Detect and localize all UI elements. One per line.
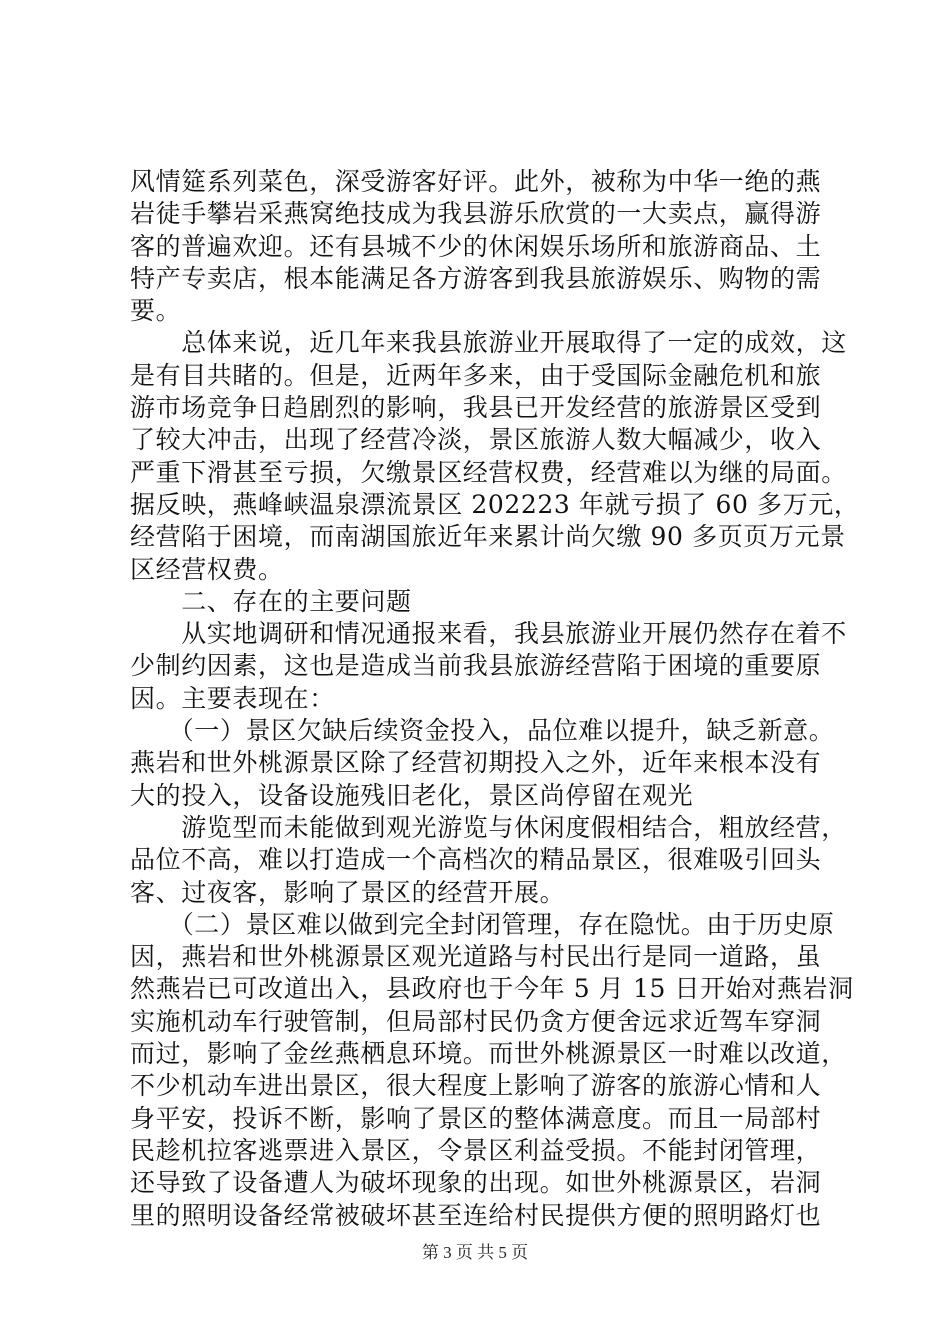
- text-line: 据反映，燕峰峡温泉漂流景区 202223 年就亏损了 60 多万元，: [130, 489, 860, 519]
- text-line: 特产专卖店，根本能满足各方游客到我县旅游娱乐、购物的需: [130, 263, 822, 293]
- text-line: 游市场竞争日趋剧烈的影响，我县已开发经营的旅游景区受到: [130, 393, 822, 423]
- text-line: 客、过夜客，影响了景区的经营开展。: [130, 877, 566, 907]
- text-line: 然燕岩已可改道出入，县政府也于今年 5 月 15 日开始对燕岩洞: [130, 974, 854, 1004]
- text-line: 风情筵系列菜色，深受游客好评。此外，被称为中华一绝的燕: [130, 167, 822, 196]
- text-line: 要。: [130, 296, 182, 326]
- text-line: 因，燕岩和世外桃源景区观光道路与村民出行是同一道路，虽: [130, 942, 822, 972]
- text-line: 经营陷于困境，而南湖国旅近年来累计尚欠缴 90 多页页万元景: [130, 522, 846, 552]
- text-line: 游览型而未能做到观光游览与休闲度假相结合，粗放经营，: [130, 812, 847, 842]
- text-line: 实施机动车行驶管制，但局部村民仍贪方便舍远求近驾车穿洞: [130, 1006, 822, 1036]
- text-line: 因。主要表现在：: [130, 683, 335, 713]
- text-line: 客的普遍欢迎。还有县城不少的休闲娱乐场所和旅游商品、土: [130, 231, 822, 261]
- text-line: 而过，影响了金丝燕栖息环境。而世外桃源景区一时难以改道，: [130, 1039, 847, 1069]
- text-line: 品位不高，难以打造成一个高档次的精品景区，很难吸引回头: [130, 845, 822, 875]
- text-line: 里的照明设备经常被破坏甚至连给村民提供方便的照明路灯也: [130, 1200, 822, 1230]
- text-line: 岩徒手攀岩采燕窝绝技成为我县游乐欣赏的一大卖点，赢得游: [130, 199, 822, 229]
- page-footer: 第 3 页 共 5 页: [421, 1243, 529, 1262]
- text-line: （二）景区难以做到完全封闭管理，存在隐忧。由于历史原: [130, 909, 835, 939]
- text-line: 了较大冲击，出现了经营冷淡，景区旅游人数大幅减少，收入: [130, 425, 822, 455]
- text-line: 还导致了设备遭人为破坏现象的出现。如世外桃源景区，岩洞: [130, 1168, 822, 1198]
- body-text: [130, 166, 860, 1232]
- text-line: 从实地调研和情况通报来看，我县旅游业开展仍然存在着不: [130, 619, 847, 649]
- text-line: 不少机动车进出景区，很大程度上影响了游客的旅游心情和人: [130, 1071, 822, 1101]
- text-line: 二、存在的主要问题: [130, 586, 412, 616]
- text-line: （一）景区欠缺后续资金投入，品位难以提升，缺乏新意。: [130, 716, 835, 746]
- text-line: 身平安，投诉不断，影响了景区的整体满意度。而且一局部村: [130, 1103, 822, 1133]
- text-line: 总体来说，近几年来我县旅游业开展取得了一定的成效，这: [130, 328, 847, 358]
- text-line: 区经营权费。: [130, 554, 284, 584]
- text-line: 是有目共睹的。但是，近两年多来，由于受国际金融危机和旅: [130, 360, 822, 390]
- text-line: 燕岩和世外桃源景区除了经营初期投入之外，近年来根本没有: [130, 748, 822, 778]
- text-line: 严重下滑甚至亏损，欠缴景区经营权费，经营难以为继的局面。: [130, 457, 847, 487]
- text-line: 民趁机拉客逃票进入景区，令景区利益受损。不能封闭管理，: [130, 1135, 822, 1165]
- text-line: 大的投入，设备设施残旧老化，景区尚停留在观光: [130, 780, 694, 810]
- text-line: 少制约因素，这也是造成当前我县旅游经营陷于困境的重要原: [130, 651, 822, 681]
